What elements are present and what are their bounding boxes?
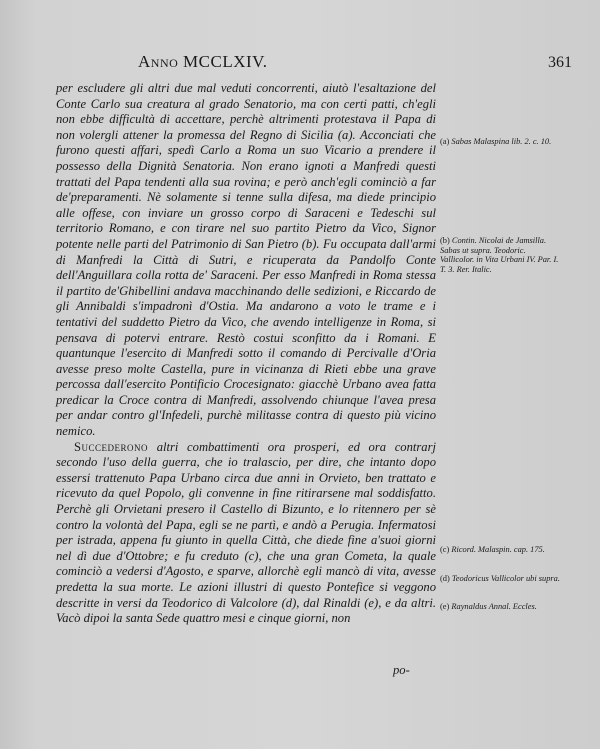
margin-note-a bbox=[440, 137, 560, 148]
note-text: Ricord. Malaspin. cap. 175. bbox=[451, 545, 545, 554]
note-text: Teodoricus Vallicolor ubi supra. bbox=[451, 574, 560, 583]
paragraph-2 bbox=[56, 440, 436, 627]
running-head: Anno MCCLXIV. bbox=[138, 52, 268, 71]
note-mark: (a) bbox=[440, 137, 450, 146]
note-text: Raynaldus Annal. Eccles. bbox=[451, 602, 537, 611]
note-mark: (b) bbox=[440, 236, 450, 245]
note-mark: (c) bbox=[440, 545, 450, 554]
page-header bbox=[0, 52, 600, 76]
paragraph-2-text: altri combattimenti ora prosperi, ed ora contrarj secondo l'uso della guerra, che io tralascio, per dire, che intanto dopo essersi trattenuto Papa Urbano circa due anni in Orvieto, ben trattato e ricevuto da quel Popolo, gli convenne in fine ritirarsene mal soddisfatto. Perchè gli Orvietani presero il Castello di Bizunto, e lo ritennero per sè contro la volontà del Papa, egli se ne partì, e andò a Perugia. Infermatosi per istrada, appena fu giunto in quella Città, che diede fine a'suoi giorni nel dì due d'Ottobre; e fu creduto (c), che una gran Cometa, la quale cominciò a vedersi d'Agosto, e sparve, allorchè egli mancò di vita, avesse predetta la sua morte. Le azioni illustri di questo Pontefice si veggono descritte in versi da Teodorico di Valcolore (d), dal Rinaldi (e), e da altri. Vacò dipoi la santa Sede quattro mesi e cinque giorni, non bbox=[56, 439, 436, 626]
body-text bbox=[56, 81, 436, 627]
margin-note-b bbox=[440, 236, 560, 275]
note-mark: (d) bbox=[440, 574, 450, 583]
margin-note-e bbox=[440, 602, 560, 613]
paragraph-2-lead: Succederono bbox=[74, 439, 149, 454]
catchword: po- bbox=[393, 663, 410, 677]
margin-note-c bbox=[440, 545, 560, 556]
note-text: Sabas Malaspina lib. 2. c. 10. bbox=[451, 137, 552, 146]
margin-note-d bbox=[440, 574, 560, 585]
paragraph-1 bbox=[56, 81, 436, 440]
page-number: 361 bbox=[548, 54, 572, 71]
note-text: Contin. Nicolai de Jamsilla. Sabas ut supra. Teodoric. Vallicolor. in Vita Urbani IV. Par. I. T. 3. Rer. Italic. bbox=[440, 236, 559, 274]
paragraph-1-text: per escludere gli altri due mal veduti concorrenti, aiutò l'esaltazione del Conte Carlo sua creatura al grado Senatorio, ma con certi patti, ch'egli non ebbe difficultà di accettare, perchè altrimenti protestava il Papa di non volergli attener la promessa del Regno di Sicilia (a). Acconciati che furono questi affari, spedì Carlo a Roma un suo Vicario a prendere il possesso della Dignità Senatoria. Non erano ignoti a Manfredi questi trattati del Papa tendenti alla sua rovina; e però anch'egli cominciò a far de'preparamenti. Nè solamente si tenne sulla difesa, ma diede principio alle offese, con inviare un grosso corpo di Saraceni e Tedeschi sul territorio Romano, e con tirare nel suo partito Pietro da Vico, Signor potente nelle parti del Patrimonio di San Pietro (b). Fu occupata dall'armi di Manfredi la Città di Sutri, e ricuperata da Pandolfo Conte dell'Anguillara colla rotta de' Saraceni. Per esso Manfredi in Roma stessa il partito de'Ghibellini andava macchinando delle sedizioni, e Riccardo de gli Annibaldi s'impadronì d'Ostia. Ma andarono a voto le trame e i tentativi del suddetto Pietro da Vico, che avendo intelligenze in Roma, si pensava di potervi entrare. Restò costui sconfitto da i Romani. E quantunque l'esercito di Manfredi sotto il comando di Percivalle d'Oria avesse preso molte Castella, pure in vicinanza di Rieti ebbe una grave percossa dall'esercito Pontificio Crocesignato: giacchè Urbano avea fatta predicar la Croce contra di Manfredi, assolvendo chiunque l'avea presa per andar contro gl'Infedeli, purchè militasse contra di questo più vicino nemico. bbox=[56, 81, 436, 439]
note-mark: (e) bbox=[440, 602, 450, 611]
